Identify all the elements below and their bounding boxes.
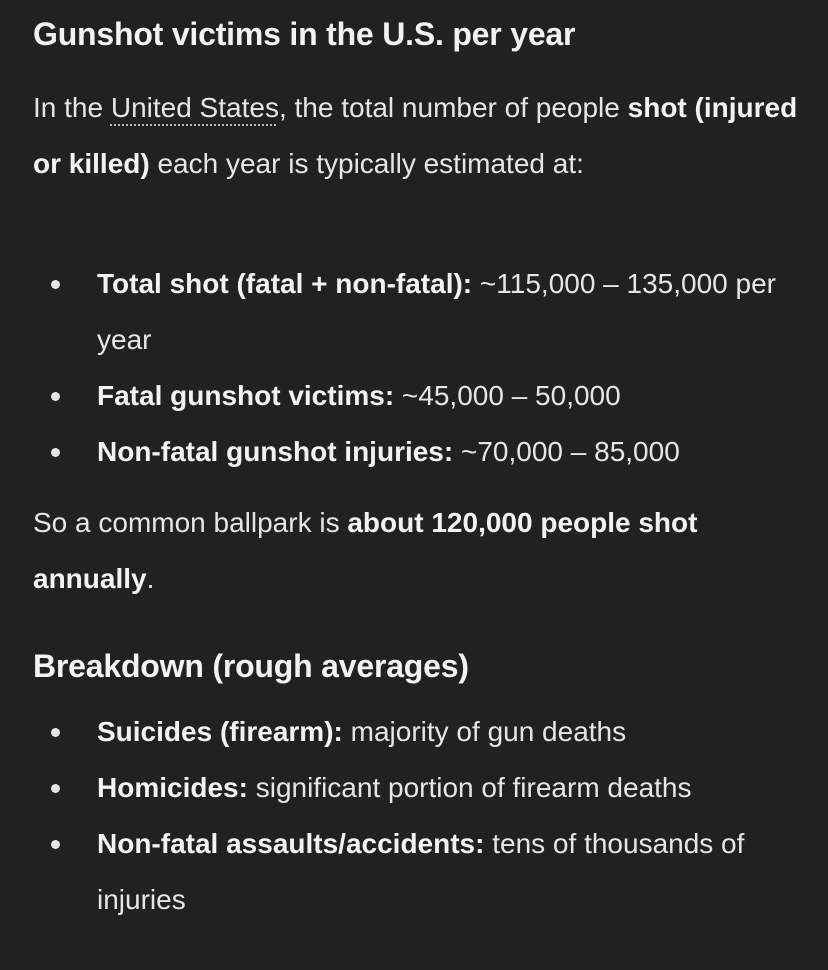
- list-item: [33, 704, 803, 760]
- summary-text-1: So a common ballpark is: [33, 507, 348, 538]
- list-item: [33, 760, 803, 816]
- list-item-value: tens of thousands of injuries: [97, 828, 745, 915]
- list-item-label: Non-fatal assaults/accidents:: [97, 828, 485, 859]
- bullet-icon: [51, 280, 60, 289]
- breakdown-list: [33, 704, 803, 928]
- list-item-value: significant portion of firearm deaths: [247, 772, 692, 803]
- list-item-label: Suicides (firearm):: [97, 716, 343, 747]
- list-item-value: majority of gun deaths: [342, 716, 627, 747]
- intro-paragraph: [33, 80, 803, 192]
- bullet-icon: [51, 392, 60, 401]
- list-item-value: ~115,000 – 135,000 per year: [97, 268, 776, 355]
- list-item-label: Non-fatal gunshot injuries:: [97, 436, 454, 467]
- list-item-label: Homicides:: [97, 772, 248, 803]
- summary-bold-text: about 120,000 people shot annually: [33, 507, 698, 594]
- list-item: [33, 256, 793, 368]
- section-heading-breakdown: Breakdown (rough averages): [33, 648, 469, 684]
- intro-text-2: , the total number of people: [278, 92, 628, 123]
- bullet-icon: [51, 784, 60, 793]
- estimates-list: [33, 256, 793, 480]
- united-states-link[interactable]: United States: [110, 92, 279, 123]
- intro-text-1: In the: [33, 92, 111, 123]
- bullet-icon: [51, 840, 60, 849]
- list-item: [33, 368, 793, 424]
- list-item-value: ~45,000 – 50,000: [394, 380, 621, 411]
- intro-text-3: each year is typically estimated at:: [149, 148, 584, 179]
- summary-paragraph: [33, 495, 803, 607]
- list-item-label: Total shot (fatal + non-fatal):: [97, 268, 473, 299]
- intro-bold-text: shot (injured or killed): [33, 92, 798, 179]
- list-item: [33, 424, 793, 480]
- summary-text-2: .: [146, 563, 155, 594]
- list-item-label: Fatal gunshot victims:: [97, 380, 395, 411]
- section-heading-gunshot-victims: Gunshot victims in the U.S. per year: [33, 16, 576, 52]
- list-item-value: ~70,000 – 85,000: [453, 436, 680, 467]
- bullet-icon: [51, 448, 60, 457]
- bullet-icon: [51, 728, 60, 737]
- list-item: [33, 816, 803, 928]
